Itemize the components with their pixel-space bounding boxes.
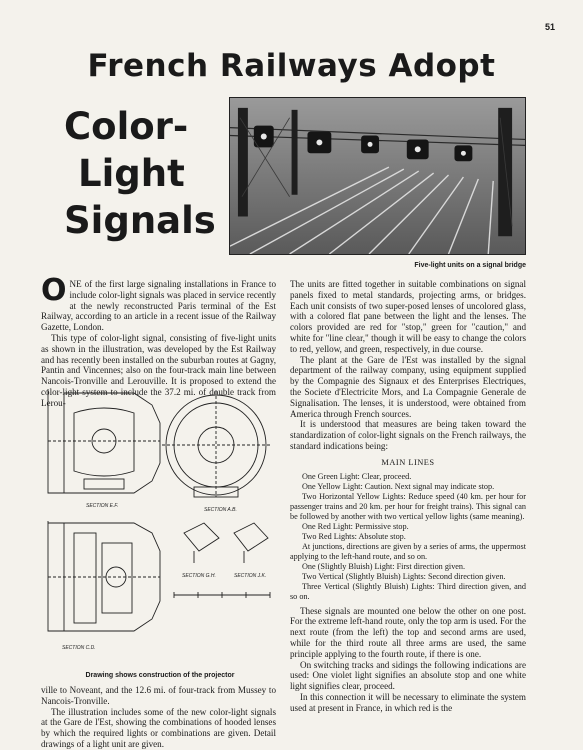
indication-item: Two Vertical (Slightly Bluish) Lights: Second direction given. (302, 571, 506, 581)
indication-item: One Yellow Light: Caution. Next signal may indicate stop. (302, 481, 495, 491)
page-number: 51 (544, 22, 555, 32)
indication-item: Two Red Lights: Absolute stop. (302, 531, 406, 541)
indication-item: Two Horizontal Yellow Lights: Reduce speed (40 km. per hour for passenger trains and 20 km. per hour for freight trains). This signal can be followed by another with two vertical yellow lights (same meaning). (290, 491, 526, 521)
label-section-gh: SECTION G.H. (182, 573, 216, 579)
indication-item: One Green Light: Clear, proceed. (302, 471, 412, 481)
intro-text: NE of the first large signaling installations in France to include color-light signals was placed in service recently at the newly reconstructed Paris terminal of the Est Railway, according to an article in a recent issue of the Railway Gazette, London. (41, 279, 276, 333)
paragraph-3: The illustration includes some of the new color-light signals at the Gare de l'Est, showing the combinations of hooded lenses by which the required lights or combinations are given. Detail drawings of a light unit are given. (41, 706, 276, 749)
right-paragraph-1: The units are fitted together in suitable combinations on signal panels fixed to metal standards, projecting arms, or bridges. Each unit consists of two super-posed lenses of uncolored glass, with a colored flat pane between the light and the lenses. The colors provided are red for "stop," green for "caution," and white for "line clear," though it will be easy to change the colors to red, yellow, and green, respectively, in due course. (290, 279, 526, 354)
right-paragraph-6: In this connection it will be necessary to eliminate the system used at present in France, in which red is the (290, 691, 526, 713)
right-paragraph-5: On switching tracks and sidings the following indications are used: One violet light signifies an absolute stop and one white light signifies clear, proceed. (290, 659, 526, 692)
projector-construction-drawing (44, 383, 276, 671)
drop-cap: O (41, 273, 67, 308)
main-lines-heading: MAIN LINES (381, 457, 435, 467)
indications-list (290, 472, 526, 602)
label-section-ef: SECTION E.F. (86, 503, 119, 509)
right-paragraph-2: The plant at the Gare de l'Est was installed by the signal department of the railway company, using equipment supplied by the Compagnie des Signaux et des Enterprises Electriques, the Societe d'Electricite Mors, and La Compagnie Generale de Signalisation. The lenses, it is understood, were obtained from America through French sources. (290, 354, 526, 419)
headline-color: Color- (64, 105, 189, 148)
indication-item: Three Vertical (Slightly Bluish) Lights: Third direction given, and so on. (290, 581, 526, 601)
right-column (290, 279, 526, 714)
intro-paragraph (41, 273, 276, 333)
right-paragraph-3: It is understood that measures are being taken toward the standardization of color-light signals on the French railways, the standard indications being: (290, 419, 526, 451)
indication-item: At junctions, directions are given by a series of arms, the uppermost applying to the left-hand route, and so on. (290, 541, 526, 561)
right-paragraph-4: These signals are mounted one below the other on one post. For the extreme left-hand route, only the top arm is used. For the next route (from the left) the top and second arms are used, while for the third route all three arms are used, the same principle applying to the fourth route, if there is one. (290, 605, 526, 659)
drawing-caption: Drawing shows construction of the projector (85, 672, 235, 679)
left-column-bottom (41, 685, 276, 750)
paragraph-2-continued: ville to Noveant, and the 12.6 mi. of four-track from Mussey to Nancois-Tronville. (41, 685, 276, 706)
signal-bridge-photo (229, 97, 526, 255)
label-section-ab: SECTION A.B. (204, 507, 237, 513)
headline-line-1: French Railways Adopt (87, 48, 496, 84)
headline-light: Light (78, 152, 185, 195)
headline-signals: Signals (64, 199, 216, 242)
indication-item: One (Slightly Bluish) Light: First direction given. (302, 561, 466, 571)
label-section-cd: SECTION C.D. (62, 645, 96, 651)
indication-item: One Red Light: Permissive stop. (302, 521, 409, 531)
photo-caption: Five-light units on a signal bridge (414, 262, 526, 269)
label-section-jk: SECTION J.K. (234, 573, 267, 579)
paragraph-2: This type of color-light signal, consisting of five-light units as shown in the illustration, was developed by the Est Railway and has recently been installed on the suburban routes at Gagny, Pantin and Vincennes; also on the four-track main line between Nancois-Tronville and Lerouville. It is proposed to extend the color-light system to include the 37.2 mi. of double track from Lerou- (41, 332, 276, 408)
